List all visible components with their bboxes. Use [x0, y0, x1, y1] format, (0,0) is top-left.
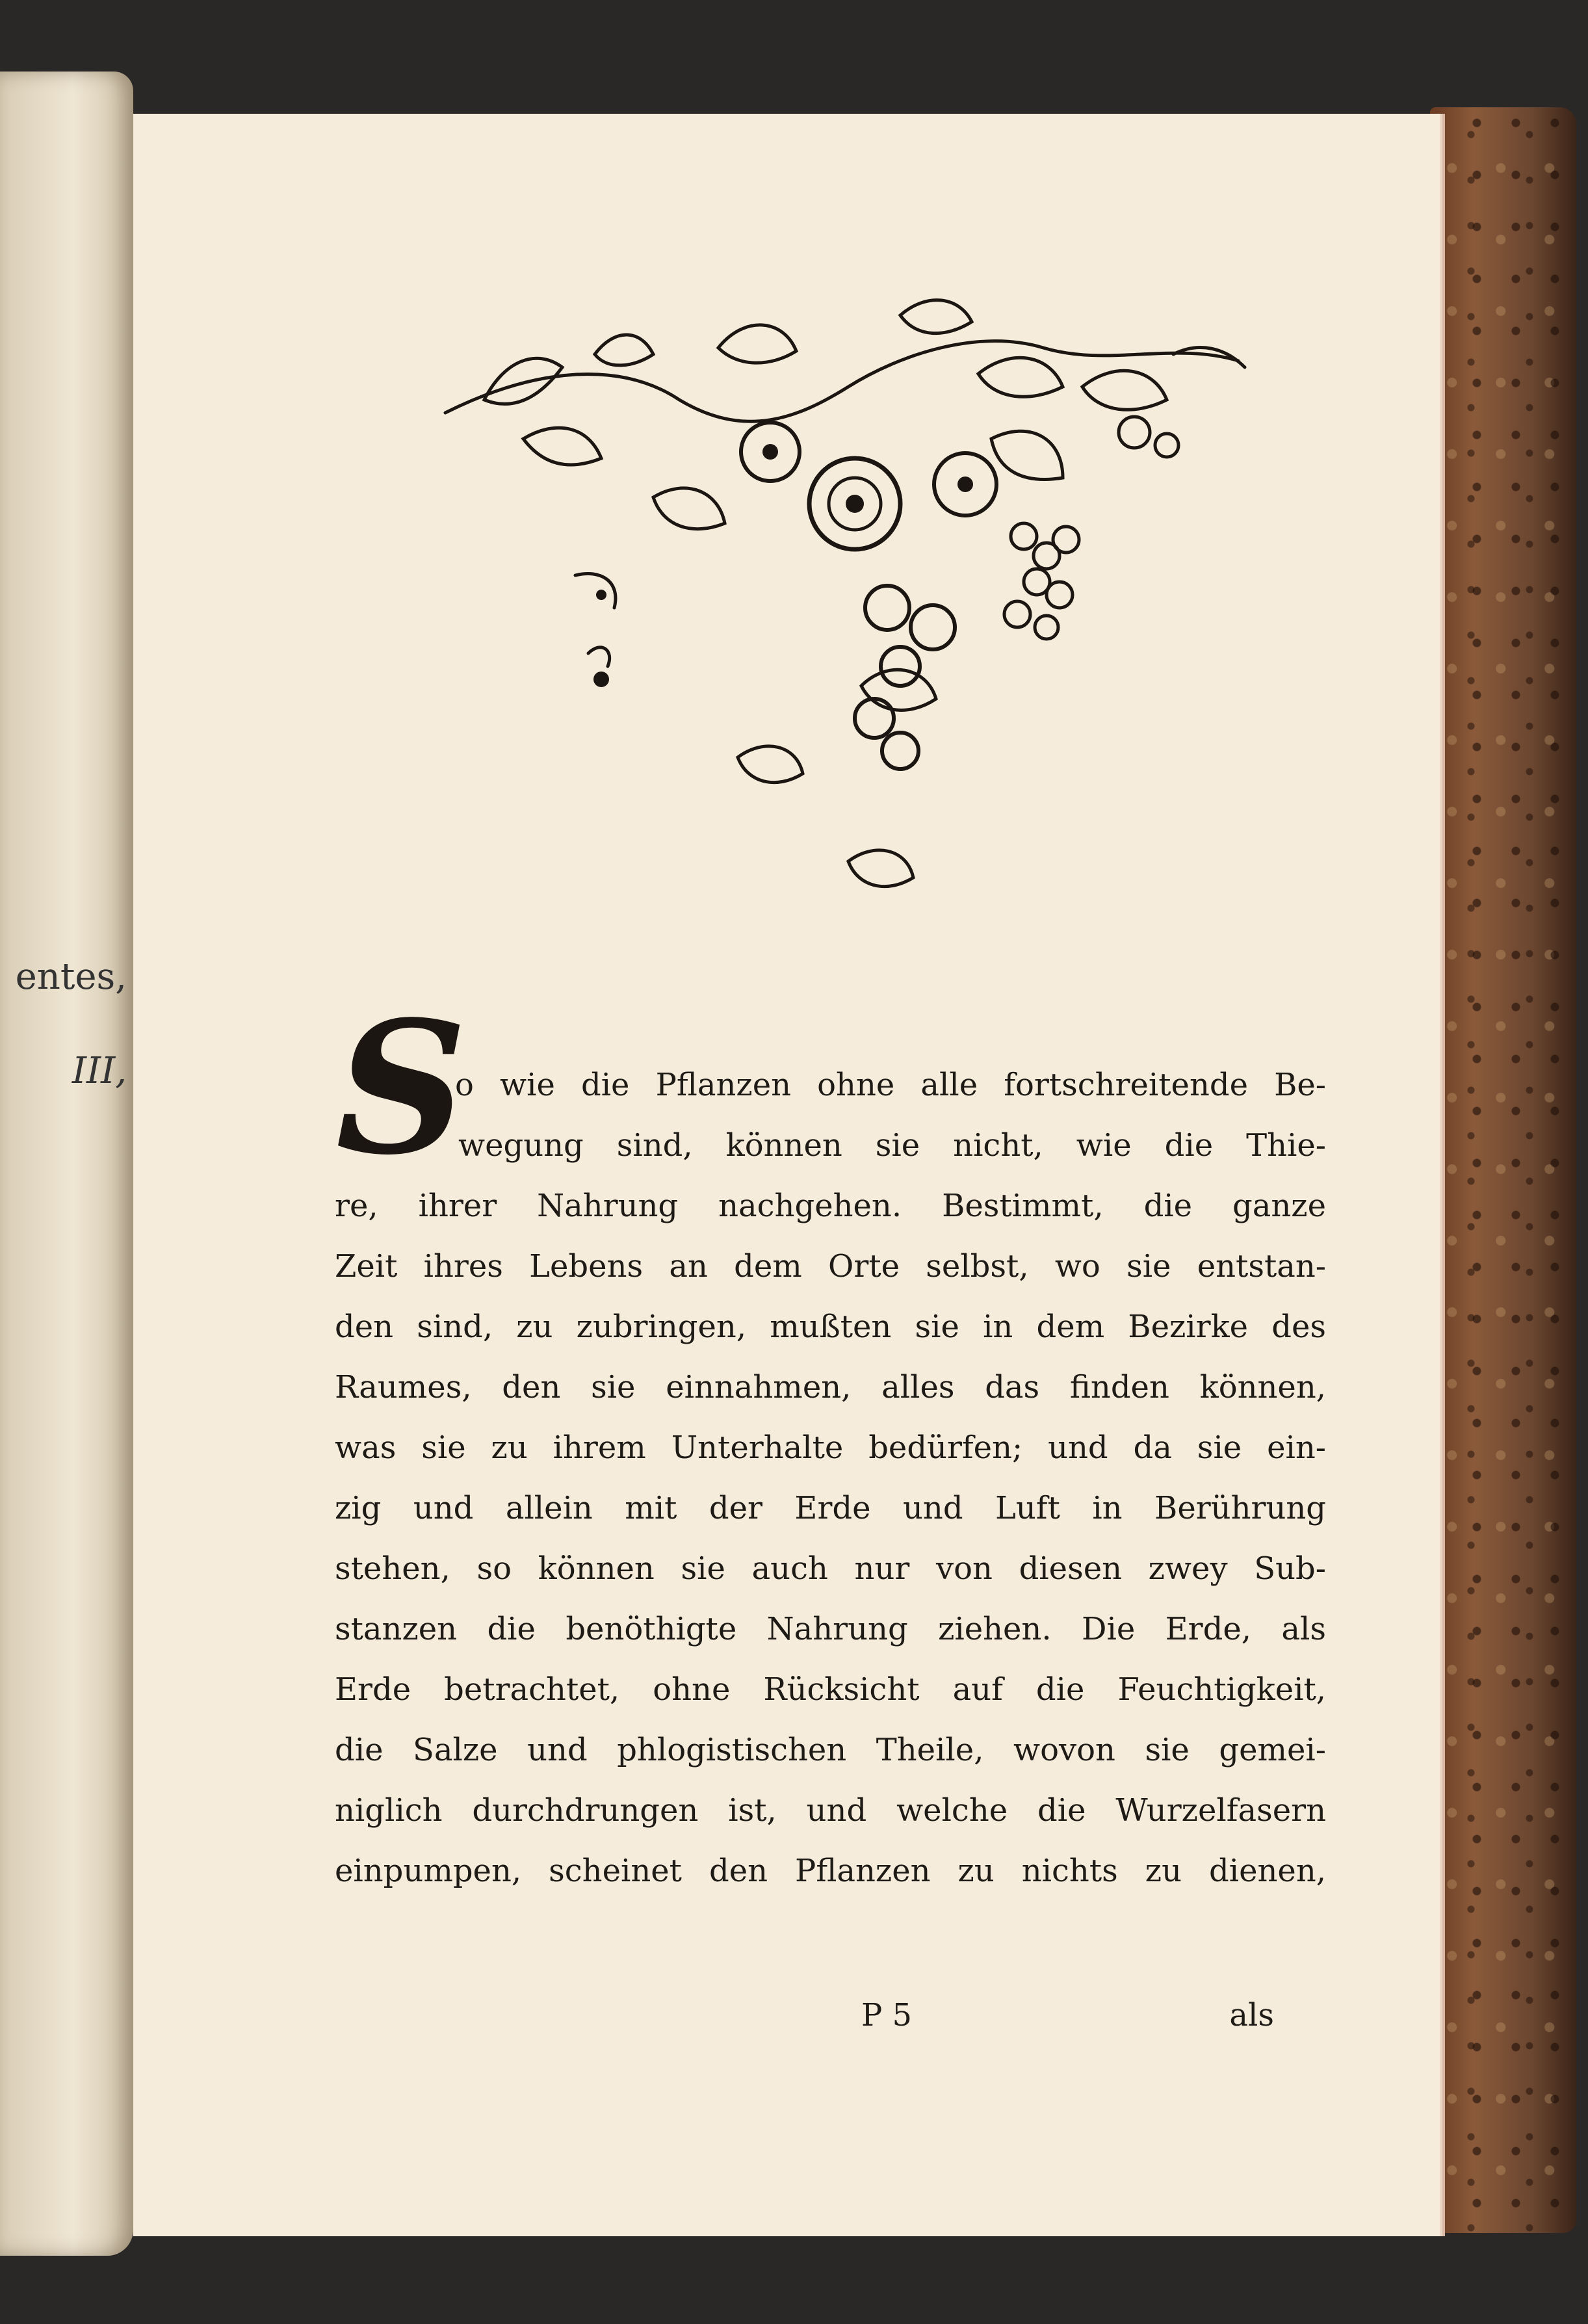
- text-line: Zeit ihres Lebens an dem Orte selbst, wo sie entstan-: [335, 1248, 1326, 1285]
- text-line: was sie zu ihrem Unterhalte bedürfen; und da sie ein-: [335, 1430, 1326, 1466]
- text-line: re, ihrer Nahrung nachgehen. Bestimmt, die ganze: [335, 1188, 1326, 1224]
- text-line: o wie die Pflanzen ohne alle fortschreitende Be-: [455, 1067, 1326, 1103]
- book-cover-edge: [1430, 107, 1576, 2233]
- text-line: wegung sind, können sie nicht, wie die Thie-: [458, 1127, 1326, 1164]
- text-line: niglich durchdrungen ist, und welche die Wurzelfasern: [335, 1792, 1326, 1829]
- left-page-text-fragment: entes,: [15, 956, 127, 998]
- floral-vignette-icon: [406, 289, 1281, 904]
- text-line: stanzen die benöthigte Nahrung ziehen. Die Erde, als: [335, 1611, 1326, 1647]
- text-line: Erde betrachtet, ohne Rücksicht auf die Feuchtigkeit,: [335, 1671, 1326, 1708]
- signature-mark: P 5: [861, 1997, 913, 2033]
- text-line: stehen, so können sie auch nur von diesen zwey Sub-: [335, 1550, 1326, 1587]
- body-text: [335, 1055, 1326, 1901]
- book-page: [133, 114, 1440, 2236]
- catchword: als: [1229, 1997, 1274, 2033]
- text-line: Raumes, den sie einnahmen, alles das finden können,: [335, 1369, 1326, 1405]
- marbled-cover-texture: [1430, 107, 1576, 2233]
- text-line: die Salze und phlogistischen Theile, wovon sie gemei-: [335, 1732, 1326, 1768]
- left-page-edge: [0, 72, 133, 2256]
- text-line: zig und allein mit der Erde und Luft in Berührung: [335, 1490, 1326, 1526]
- text-line: den sind, zu zubringen, mußten sie in dem Bezirke des: [335, 1309, 1326, 1345]
- page-footer: [335, 1991, 1326, 2049]
- text-line: einpumpen, scheinet den Pflanzen zu nichts zu dienen,: [335, 1853, 1326, 1889]
- left-page-text-fragment: III,: [72, 1050, 127, 1092]
- drop-cap-initial: S: [335, 982, 467, 1195]
